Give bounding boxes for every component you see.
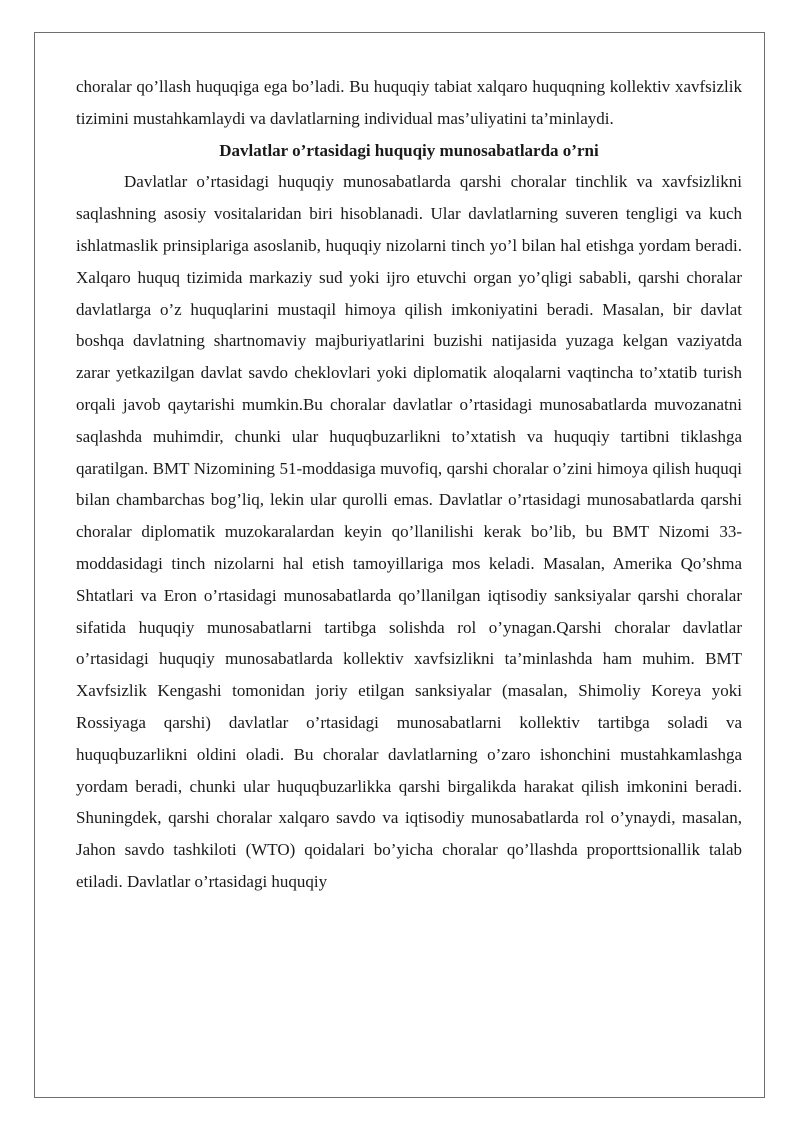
intro-paragraph: choralar qo’llash huquqiga ega bo’ladi. Bu huquqiy tabiat xalqaro huquqning kollektiv xavfsizlik tizimini mustahkamlaydi va davlatlarning individual mas’uliyatini ta’minlaydi. [76,77,742,128]
body-paragraph: Davlatlar o’rtasidagi huquqiy munosabatlarda qarshi choralar tinchlik va xavfsizlikni saqlashning asosiy vositalaridan biri hisoblanadi. Ular davlatlarning suveren tengligi va kuch ishlatmaslik prinsiplariga asoslanib, huquqiy nizolarni tinch yo’l bilan hal etishga yordam beradi. Xalqaro huquq tizimida markaziy sud yoki ijro etuvchi organ yo’qligi sababli, qarshi choralar davlatlarga o’z huquqlarini mustaqil himoya qilish imkoniyatini beradi. Masalan, bir davlat boshqa davlatning shartnomaviy majburiyatlarini buzishi natijasida yuzaga kelgan vaziyatda zarar yetkazilgan davlat savdo cheklovlari yoki diplomatik aloqalarni vaqtincha to’xtatib turish orqali javob qaytarishi mumkin.Bu choralar davlatlar o’rtasidagi munosabatlarda muvozanatni saqlashda muhimdir, chunki ular huquqbuzarlikni to’xtatish va huquqiy tartibni tiklashga qaratilgan. BMT Nizomining 51-moddasiga muvofiq, qarshi choralar o’zini himoya qilish huquqi bilan chambarchas bog’liq, lekin ular qurolli emas. Davlatlar o’rtasidagi munosabatlarda qarshi choralar diplomatik muzokaralardan keyin qo’llanilishi kerak bo’lib, bu BMT Nizomi 33-moddasidagi tinch nizolarni hal etish tamoyillariga mos keladi. Masalan, Amerika Qo’shma Shtatlari va Eron o’rtasidagi munosabatlarda qo’llanilgan iqtisodiy sanksiyalar qarshi choralar sifatida huquqiy munosabatlarni tartibga solishda rol o’ynagan.Qarshi choralar davlatlar o’rtasidagi huquqiy munosabatlarda kollektiv xavfsizlikni ta’minlashda ham muhim. BMT Xavfsizlik Kengashi tomonidan joriy etilgan sanksiyalar (masalan, Shimoliy Koreya yoki Rossiyaga qarshi) davlatlar o’rtasidagi munosabatlarni kollektiv tartibga soladi va huquqbuzarlikni oldini oladi. Bu choralar davlatlarning o’zaro ishonchini mustahkamlashga yordam beradi, chunki ular huquqbuzarlikka qarshi birgalikda harakat qilish imkonini beradi. Shuningdek, qarshi choralar xalqaro savdo va iqtisodiy munosabatlarda rol o’ynaydi, masalan, Jahon savdo tashkiloti (WTO) qoidalari bo’yicha choralar qo’llashda proporttsionallik talab etiladi. Davlatlar o’rtasidagi huquqiy [76,172,742,891]
document-body [76,71,742,898]
section-heading: Davlatlar o’rtasidagi huquqiy munosabatlarda o’rni [219,140,599,160]
